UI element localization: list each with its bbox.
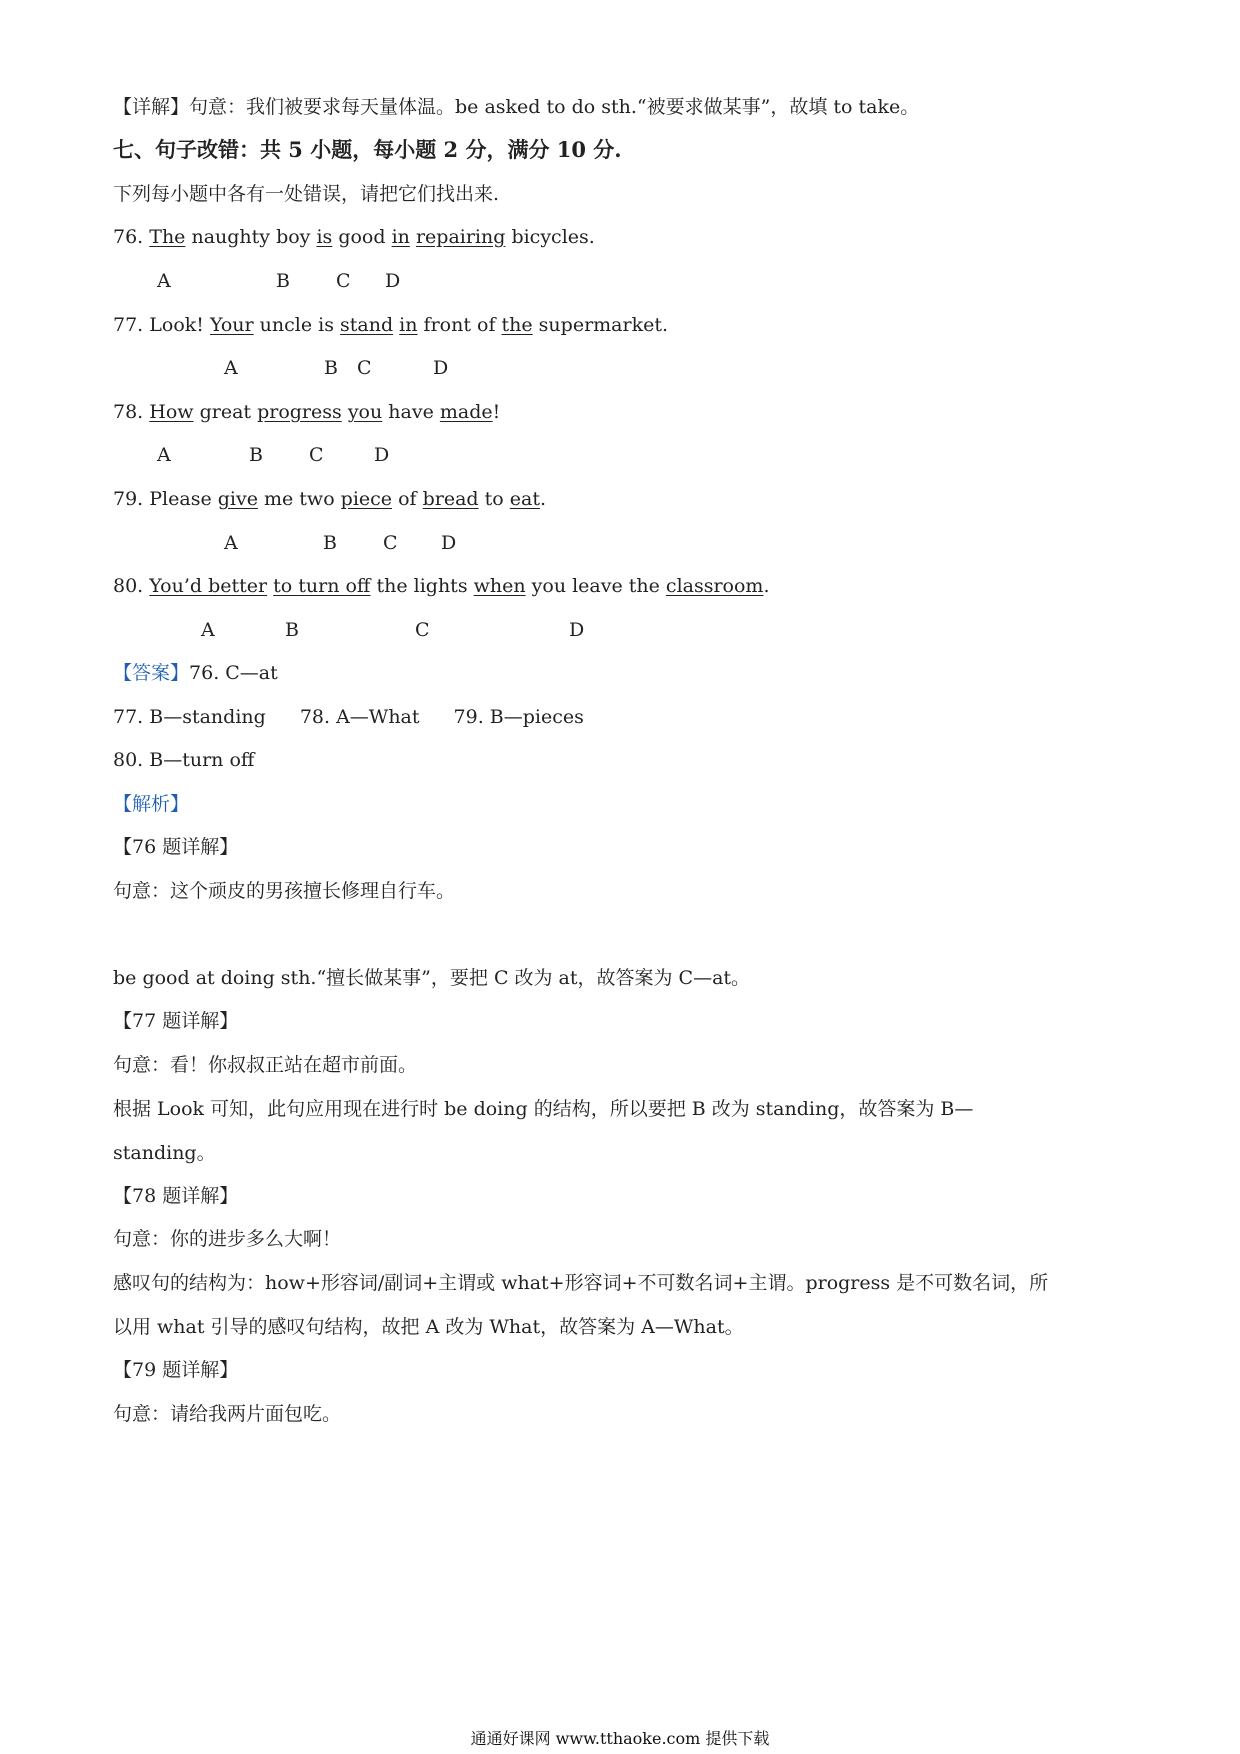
detail-78-explanation: 感叹句的结构为：how+形容词/副词+主谓或 what+形容词+不可数名词+主谓。progress 是不可数名词，所 [113,1272,1049,1294]
q78-option-c-text: you [347,401,383,423]
q79-option-d-text: eat [509,488,540,510]
q79-label-c: C [383,532,398,554]
q77-label-b: B [324,357,338,379]
answer-80: 80. B—turn off [113,749,255,771]
detail-79-heading: 【79 题详解】 [113,1359,239,1381]
q79-label-a: A [224,532,238,554]
answer-77: 77. B—standing [113,706,266,728]
detail-79-sentence: 句意：请给我两片面包吃。 [113,1403,342,1425]
q78-label-a: A [157,444,171,466]
detail-78-heading: 【78 题详解】 [113,1185,239,1207]
detail-77-explanation-cont: standing。 [113,1142,216,1164]
question-76: 76. The naughty boy is good in repairing bicycles. [113,226,595,248]
q79-option-a-text: give [217,488,258,510]
detail-76-heading: 【76 题详解】 [113,836,239,858]
q77-option-b-text: stand [340,314,394,336]
question-80: 80. You’d better to turn off the lights when you leave the classroom. [113,575,770,597]
q76-option-d-text: repairing [415,226,506,248]
q80-label-c: C [415,619,430,641]
q78-label-c: C [309,444,324,466]
previous-detail-text: 【详解】句意：我们被要求每天量体温。be asked to do sth.“被要求做某事”，故填 to take。 [113,96,920,118]
section-title: 七、句子改错：共 5 小题，每小题 2 分，满分 10 分. [113,137,622,162]
q79-option-c-text: bread [422,488,479,510]
q79-option-b-text: piece [340,488,393,510]
q77-option-c-text: in [399,314,418,336]
answer-76: 76. C—at [189,662,278,684]
q77-label-d: D [433,357,449,379]
q78-label-d: D [374,444,390,466]
question-79: 79. Please give me two piece of bread to eat. [113,488,547,510]
detail-78-sentence: 句意：你的进步多么大啊！ [113,1228,342,1250]
q80-option-d-text: classroom [665,575,764,597]
detail-77-heading: 【77 题详解】 [113,1010,239,1032]
page-footer: 通通好课网 www.tthaoke.com 提供下载 [470,1729,770,1748]
question-77: 77. Look! Your uncle is stand in front of the supermarket. [113,314,669,336]
q78-label-b: B [249,444,263,466]
detail-76-explanation: be good at doing sth.“擅长做某事”，要把 C 改为 at，故答案为 C—at。 [113,967,751,989]
q80-label-b: B [285,619,299,641]
q78-option-a-text: How [149,401,194,423]
q77-label-a: A [224,357,238,379]
q76-option-c-text: in [391,226,410,248]
q77-option-a-text: Your [209,314,254,336]
q78-option-d-text: made [439,401,493,423]
q76-option-a-text: The [149,226,186,248]
q77-label-c: C [357,357,372,379]
q79-label-d: D [441,532,457,554]
q76-label-c: C [336,270,351,292]
answer-row-2 [113,704,584,730]
q80-label-d: D [569,619,585,641]
detail-76-sentence: 句意：这个顽皮的男孩擅长修理自行车。 [113,880,456,902]
answer-row-1 [113,660,278,686]
q76-label-a: A [157,270,171,292]
detail-78-explanation-cont: 以用 what 引导的感叹句结构，故把 A 改为 What，故答案为 A—What。 [113,1316,744,1338]
analysis-label: 【解析】 [113,793,190,815]
q76-option-b-text: is [316,226,333,248]
q79-label-b: B [323,532,337,554]
instruction-text: 下列每小题中各有一处错误，请把它们找出来. [113,183,500,205]
detail-77-explanation: 根据 Look 可知，此句应用现在进行时 be doing 的结构，所以要把 B 改为 standing，故答案为 B— [113,1098,974,1120]
question-78: 78. How great progress you have made! [113,401,501,423]
q77-option-d-text: the [501,314,533,336]
q80-option-c-text: when [473,575,526,597]
q80-option-b-text: to turn off [273,575,371,597]
answer-79: 79. B—pieces [453,706,584,728]
q80-label-a: A [201,619,215,641]
detail-77-sentence: 句意：看！你叔叔正站在超市前面。 [113,1054,418,1076]
q76-label-b: B [276,270,290,292]
answer-78: 78. A—What [299,706,420,728]
q76-label-d: D [385,270,401,292]
q80-option-a-text: You’d better [149,575,268,597]
answer-label: 【答案】 [113,662,190,684]
q78-option-b-text: progress [257,401,342,423]
